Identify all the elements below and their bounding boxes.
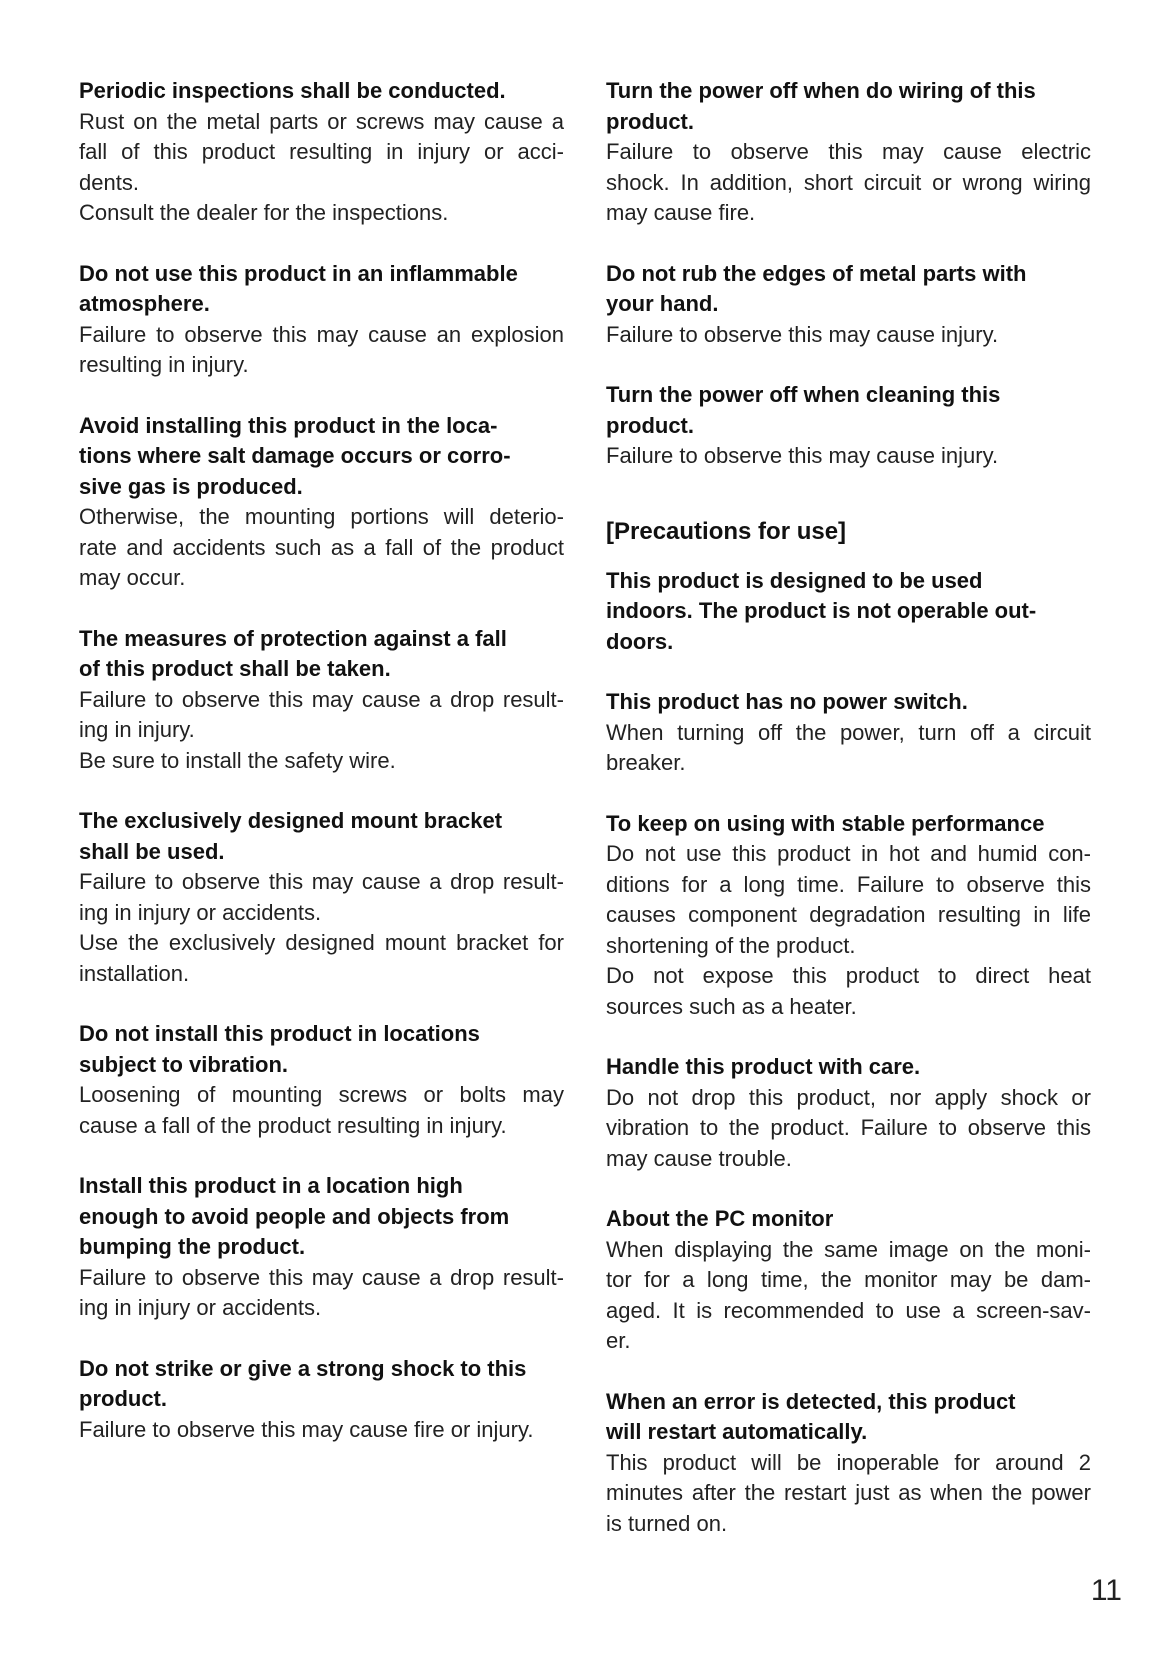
section-heading: This product has no power switch. (606, 689, 968, 714)
body-line: Failure to observe this may cause injury. (606, 321, 999, 347)
section-heading: bumping the product. (79, 1234, 306, 1259)
body-line: vibration to the product. Failure to observe this (606, 1115, 1091, 1140)
section-heading: Do not rub the edges of metal parts with (606, 260, 1027, 286)
section-heading: About the PC monitor (606, 1206, 834, 1231)
body-line: When turning off the power, turn off a circuit (606, 719, 1091, 745)
section-heading: Handle this product with care. (606, 1054, 921, 1079)
section-heading: atmosphere. (79, 291, 210, 316)
body-line: resulting in injury. (79, 352, 249, 377)
section-heading: tions where salt damage occurs or corro- (79, 443, 511, 468)
body-line: This product will be inoperable for around 2 (606, 1449, 1091, 1475)
section-heading: To keep on using with stable performance (606, 810, 1045, 836)
body-line: ing in injury or accidents. (79, 899, 322, 925)
body-line: is turned on. (606, 1510, 728, 1536)
section-salt-damage (79, 411, 564, 594)
body-line: causes component degradation resulting in life (606, 902, 1091, 927)
body-line: Be sure to install the safety wire. (79, 747, 396, 773)
section-heading: subject to vibration. (79, 1051, 289, 1077)
section-heading: of this product shall be taken. (79, 656, 391, 681)
body-line: Use the exclusively designed mount bracket for (79, 930, 564, 955)
body-line: Failure to observe this may cause a drop result- (79, 686, 564, 712)
section-strong-shock (79, 1354, 564, 1446)
section-heading: doors. (606, 628, 674, 654)
section-heading: This product is designed to be used (606, 567, 983, 593)
section-heading: Do not install this product in locations (79, 1021, 480, 1046)
body-line: Do not use this product in hot and humid con- (606, 841, 1091, 866)
body-line: fall of this product resulting in injury or acci- (79, 139, 564, 164)
section-heading: Turn the power off when do wiring of this (606, 78, 1036, 103)
section-heading: When an error is detected, this product (606, 1388, 1016, 1414)
body-line: Otherwise, the mounting portions will deterio- (79, 504, 564, 529)
section-periodic-inspections (79, 76, 564, 229)
body-line: shortening of the product. (606, 932, 856, 958)
section-power-off-wiring (606, 76, 1091, 229)
section-heading: product. (606, 412, 694, 438)
body-line: Loosening of mounting screws or bolts may (79, 1082, 564, 1107)
body-line: When displaying the same image on the moni- (606, 1236, 1091, 1262)
body-line: Do not expose this product to direct heat (606, 963, 1091, 988)
section-mount-bracket (79, 806, 564, 989)
section-metal-edges (606, 259, 1091, 351)
body-line: cause a fall of the product resulting in injury. (79, 1112, 507, 1138)
page-number: 11 (1090, 1574, 1122, 1607)
section-vibration (79, 1019, 564, 1141)
left-column (79, 76, 564, 1475)
section-no-power-switch (606, 687, 1091, 779)
section-heading: Do not use this product in an inflammable (79, 260, 518, 286)
section-handle-with-care (606, 1052, 1091, 1174)
body-line: ing in injury or accidents. (79, 1295, 322, 1320)
body-line: ing in injury. (79, 717, 195, 742)
body-line: er. (606, 1328, 631, 1353)
section-heading: The exclusively designed mount bracket (79, 808, 503, 833)
section-pc-monitor (606, 1204, 1091, 1357)
body-line: Do not drop this product, nor apply shock or (606, 1084, 1091, 1110)
section-inflammable-atmosphere (79, 259, 564, 381)
body-line: ditions for a long time. Failure to observe this (606, 871, 1091, 897)
body-line: Failure to observe this may cause fire or injury. (79, 1416, 534, 1442)
body-line: sources such as a heater. (606, 993, 857, 1019)
precautions-title: [Precautions for use] (606, 517, 847, 545)
section-heading: Avoid installing this product in the loca- (79, 412, 498, 438)
section-heading: shall be used. (79, 838, 225, 864)
body-line: Consult the dealer for the inspections. (79, 200, 449, 225)
section-power-off-cleaning (606, 380, 1091, 472)
body-line: Failure to observe this may cause electric (606, 139, 1091, 164)
section-heading: product. (606, 108, 694, 134)
section-auto-restart (606, 1387, 1091, 1540)
section-fall-protection (79, 624, 564, 777)
body-line: Failure to observe this may cause a drop result- (79, 869, 564, 894)
body-line: Failure to observe this may cause an explosion (79, 321, 564, 347)
body-line: may occur. (79, 565, 186, 590)
section-heading: indoors. The product is not operable out- (606, 598, 1037, 623)
body-line: may cause fire. (606, 200, 756, 225)
body-line: Rust on the metal parts or screws may cause a (79, 108, 564, 134)
body-line: shock. In addition, short circuit or wrong wiring (606, 169, 1091, 195)
body-line: rate and accidents such as a fall of the product (79, 534, 564, 560)
section-heading: product. (79, 1386, 167, 1411)
section-heading: The measures of protection against a fall (79, 625, 507, 651)
body-line: Failure to observe this may cause a drop result- (79, 1264, 564, 1290)
section-heading: Install this product in a location high (79, 1173, 463, 1198)
body-line: tor for a long time, the monitor may be dam- (606, 1267, 1091, 1292)
section-heading: sive gas is produced. (79, 473, 303, 499)
body-line: installation. (79, 960, 190, 986)
section-heading: enough to avoid people and objects from (79, 1203, 510, 1229)
body-line: aged. It is recommended to use a screen-sav- (606, 1297, 1091, 1323)
section-heading: Periodic inspections shall be conducted. (79, 78, 506, 103)
section-stable-performance (606, 809, 1091, 1023)
body-line: Failure to observe this may cause injury. (606, 443, 999, 468)
right-column (606, 76, 1091, 1569)
body-line: breaker. (606, 750, 686, 775)
section-heading: Turn the power off when cleaning this (606, 382, 1001, 407)
body-line: minutes after the restart just as when the power (606, 1480, 1091, 1505)
section-indoor-use (606, 566, 1091, 658)
body-line: may cause trouble. (606, 1145, 792, 1171)
section-heading: Do not strike or give a strong shock to this (79, 1355, 527, 1381)
body-line: dents. (79, 169, 139, 195)
section-heading: will restart automatically. (606, 1419, 868, 1444)
section-location-high (79, 1171, 564, 1324)
section-heading: your hand. (606, 291, 719, 316)
